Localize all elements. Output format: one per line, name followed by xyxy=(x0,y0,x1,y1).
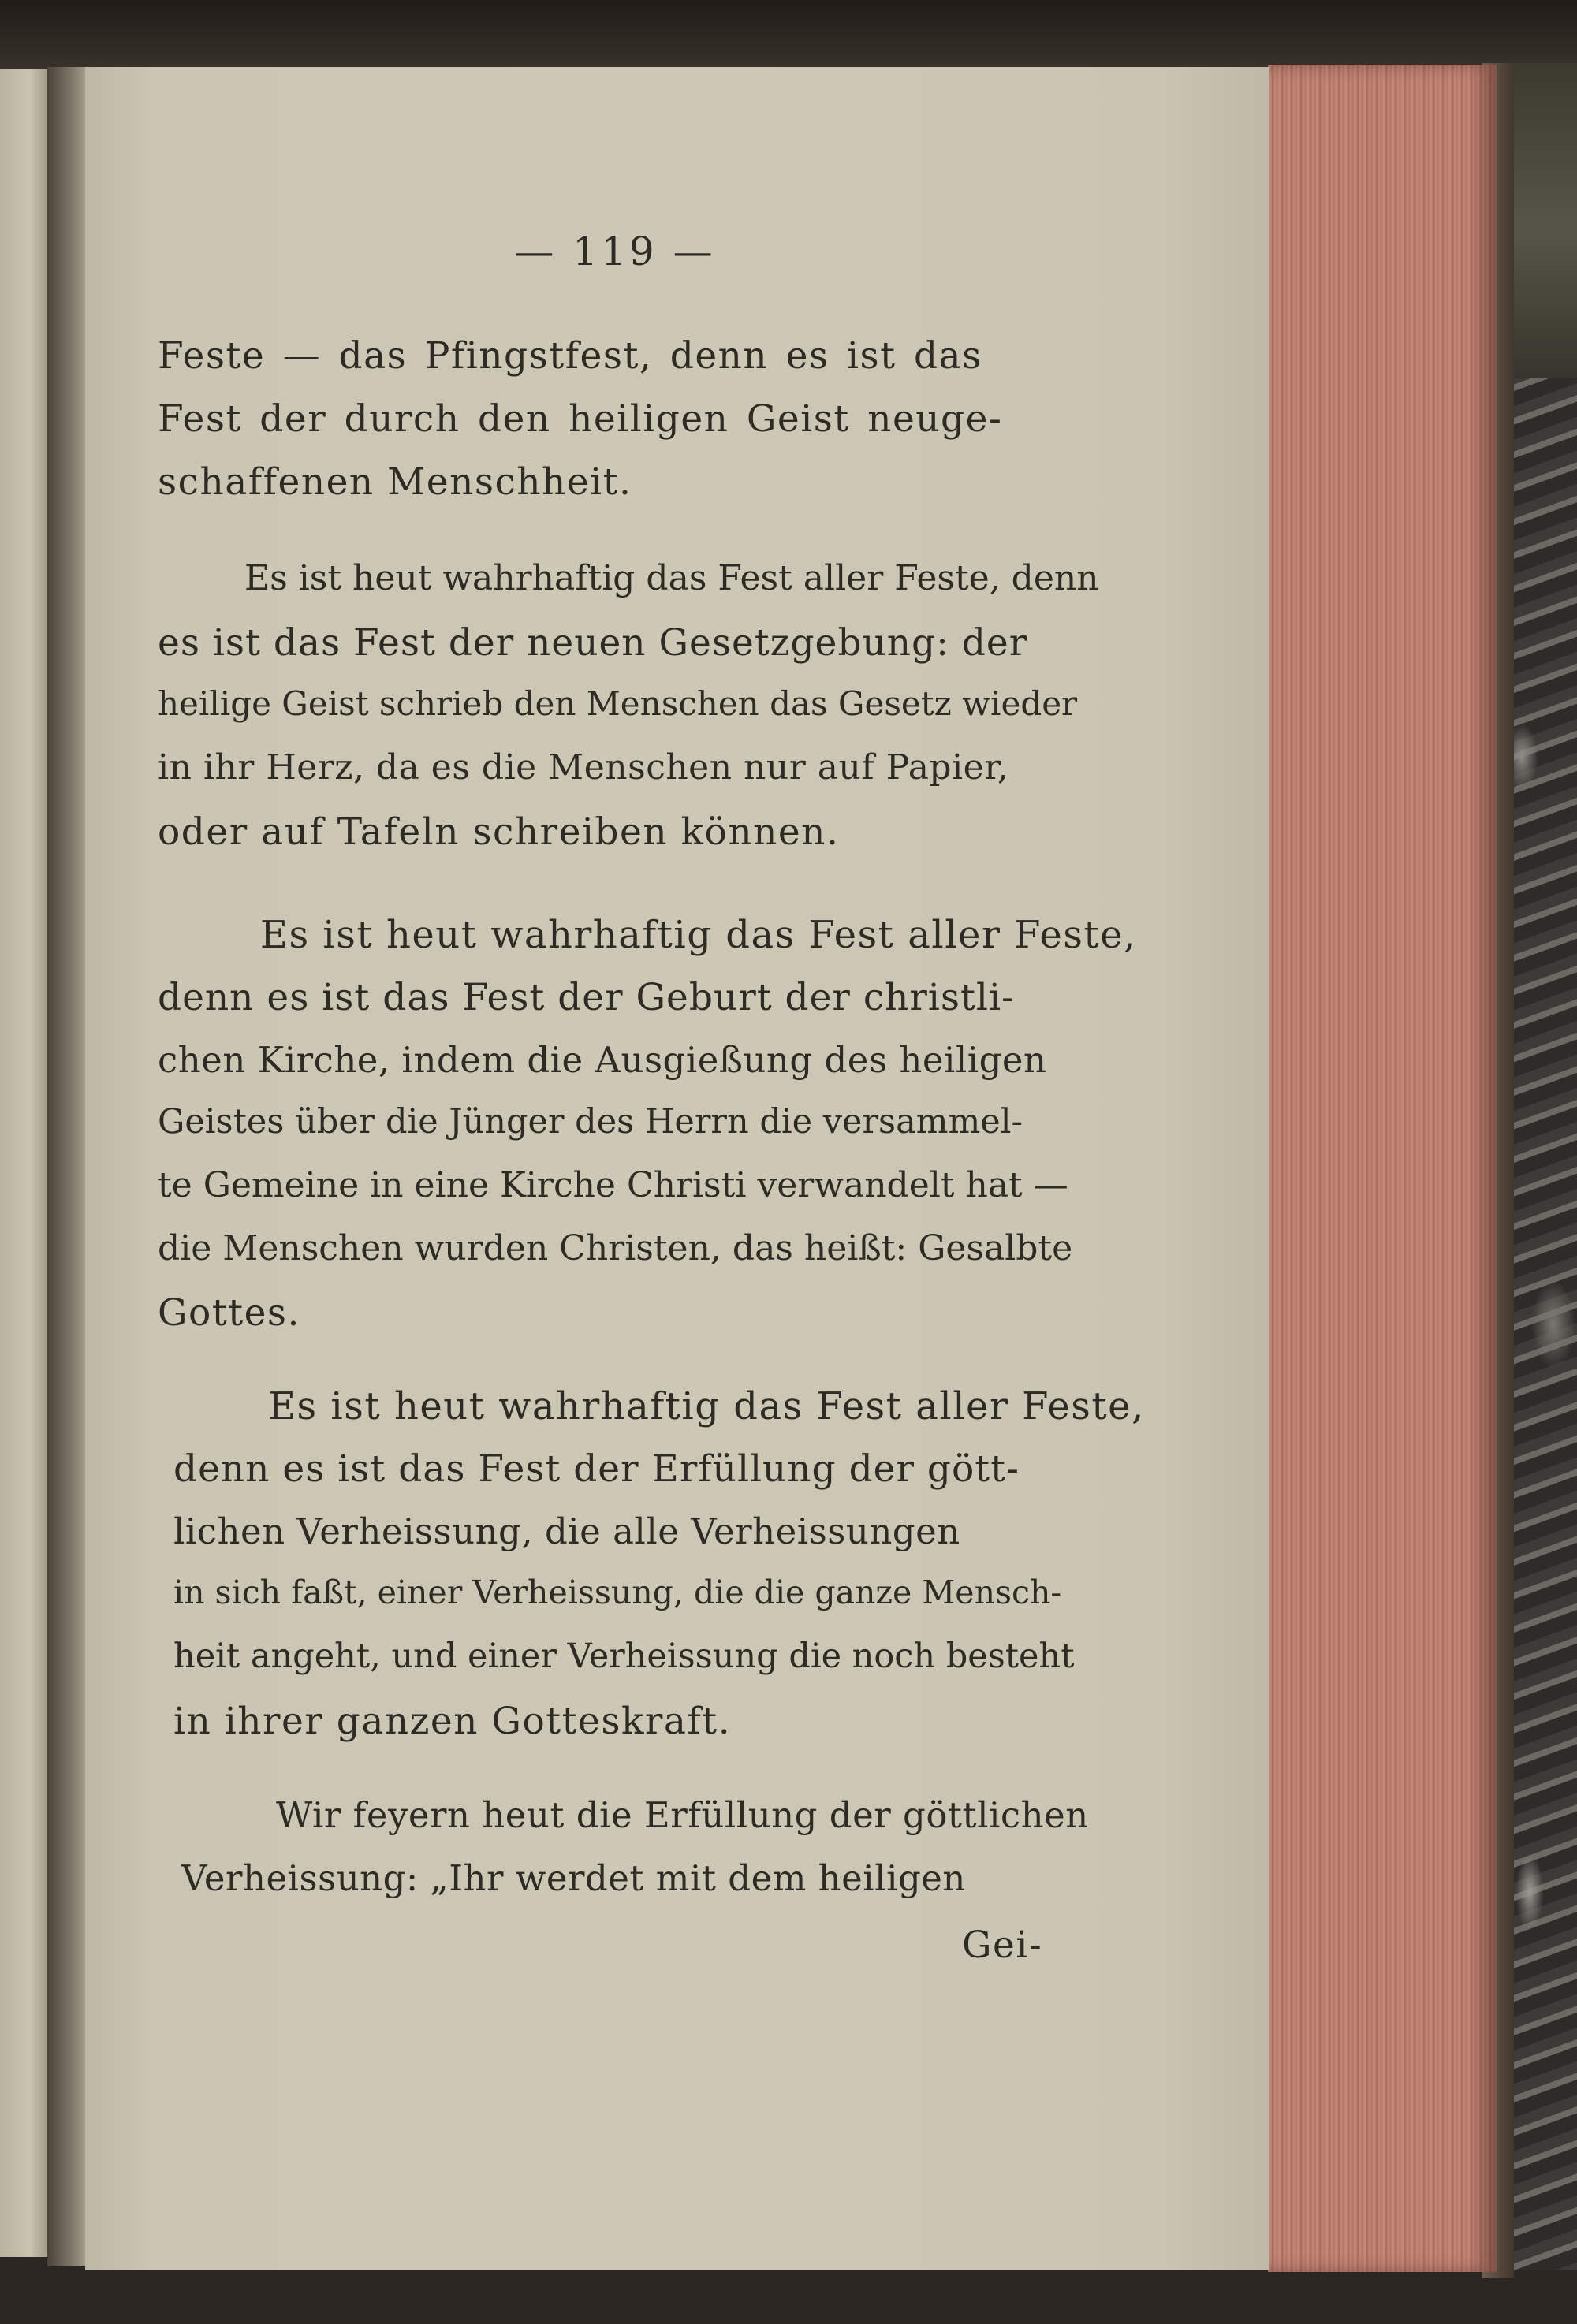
text-line: in ihrer ganzen Gotteskraft. xyxy=(173,1700,732,1743)
text-line: Geistes über die Jünger des Herrn die versammel- xyxy=(158,1102,1023,1142)
left-page-edge xyxy=(0,69,49,2257)
text-line: schaffenen Menschheit. xyxy=(158,460,632,504)
text-line: Wir feyern heut die Erfüllung der göttlichen xyxy=(276,1794,1089,1836)
text-line: Es ist heut wahrhaftig das Fest aller Feste, xyxy=(260,913,1137,957)
text-line: denn es ist das Fest der Geburt der christli- xyxy=(158,976,1015,1019)
book-cover-top xyxy=(0,0,1577,75)
text-line: chen Kirche, indem die Ausgießung des heiligen xyxy=(158,1039,1047,1081)
page-number: — 119 — xyxy=(514,229,716,274)
text-line: heilige Geist schrieb den Menschen das Gesetz wieder xyxy=(158,684,1078,723)
text-line: in sich faßt, einer Verheissung, die die ganze Mensch- xyxy=(173,1574,1062,1611)
text-line: Feste — das Pfingstfest, denn es ist das xyxy=(158,334,982,378)
text-line: heit angeht, und einer Verheissung die noch besteht xyxy=(173,1637,1075,1676)
text-line: die Menschen wurden Christen, das heißt: Gesalbte xyxy=(158,1228,1073,1268)
text-line: Es ist heut wahrhaftig das Fest aller Feste, xyxy=(268,1384,1145,1428)
text-line: Gottes. xyxy=(158,1291,300,1335)
catchword: Gei- xyxy=(962,1924,1043,1967)
text-line: es ist das Fest der neuen Gesetzgebung: der xyxy=(158,621,1028,665)
text-line: Fest der durch den heiligen Geist neuge- xyxy=(158,397,1003,441)
text-line: te Gemeine in eine Kirche Christi verwandelt hat — xyxy=(158,1165,1068,1205)
text-line: Verheissung: „Ihr werdet mit dem heiligen xyxy=(181,1857,966,1899)
text-line: in ihr Herz, da es die Menschen nur auf Papier, xyxy=(158,747,1009,788)
text-line: oder auf Tafeln schreiben können. xyxy=(158,810,840,854)
text-line: Es ist heut wahrhaftig das Fest aller Feste, denn xyxy=(244,558,1099,598)
text-line: lichen Verheissung, die alle Verheissungen xyxy=(173,1510,960,1552)
book-gutter xyxy=(47,67,91,2266)
text-line: denn es ist das Fest der Erfüllung der gött- xyxy=(173,1447,1020,1491)
page-block-edge xyxy=(1268,65,1497,2272)
